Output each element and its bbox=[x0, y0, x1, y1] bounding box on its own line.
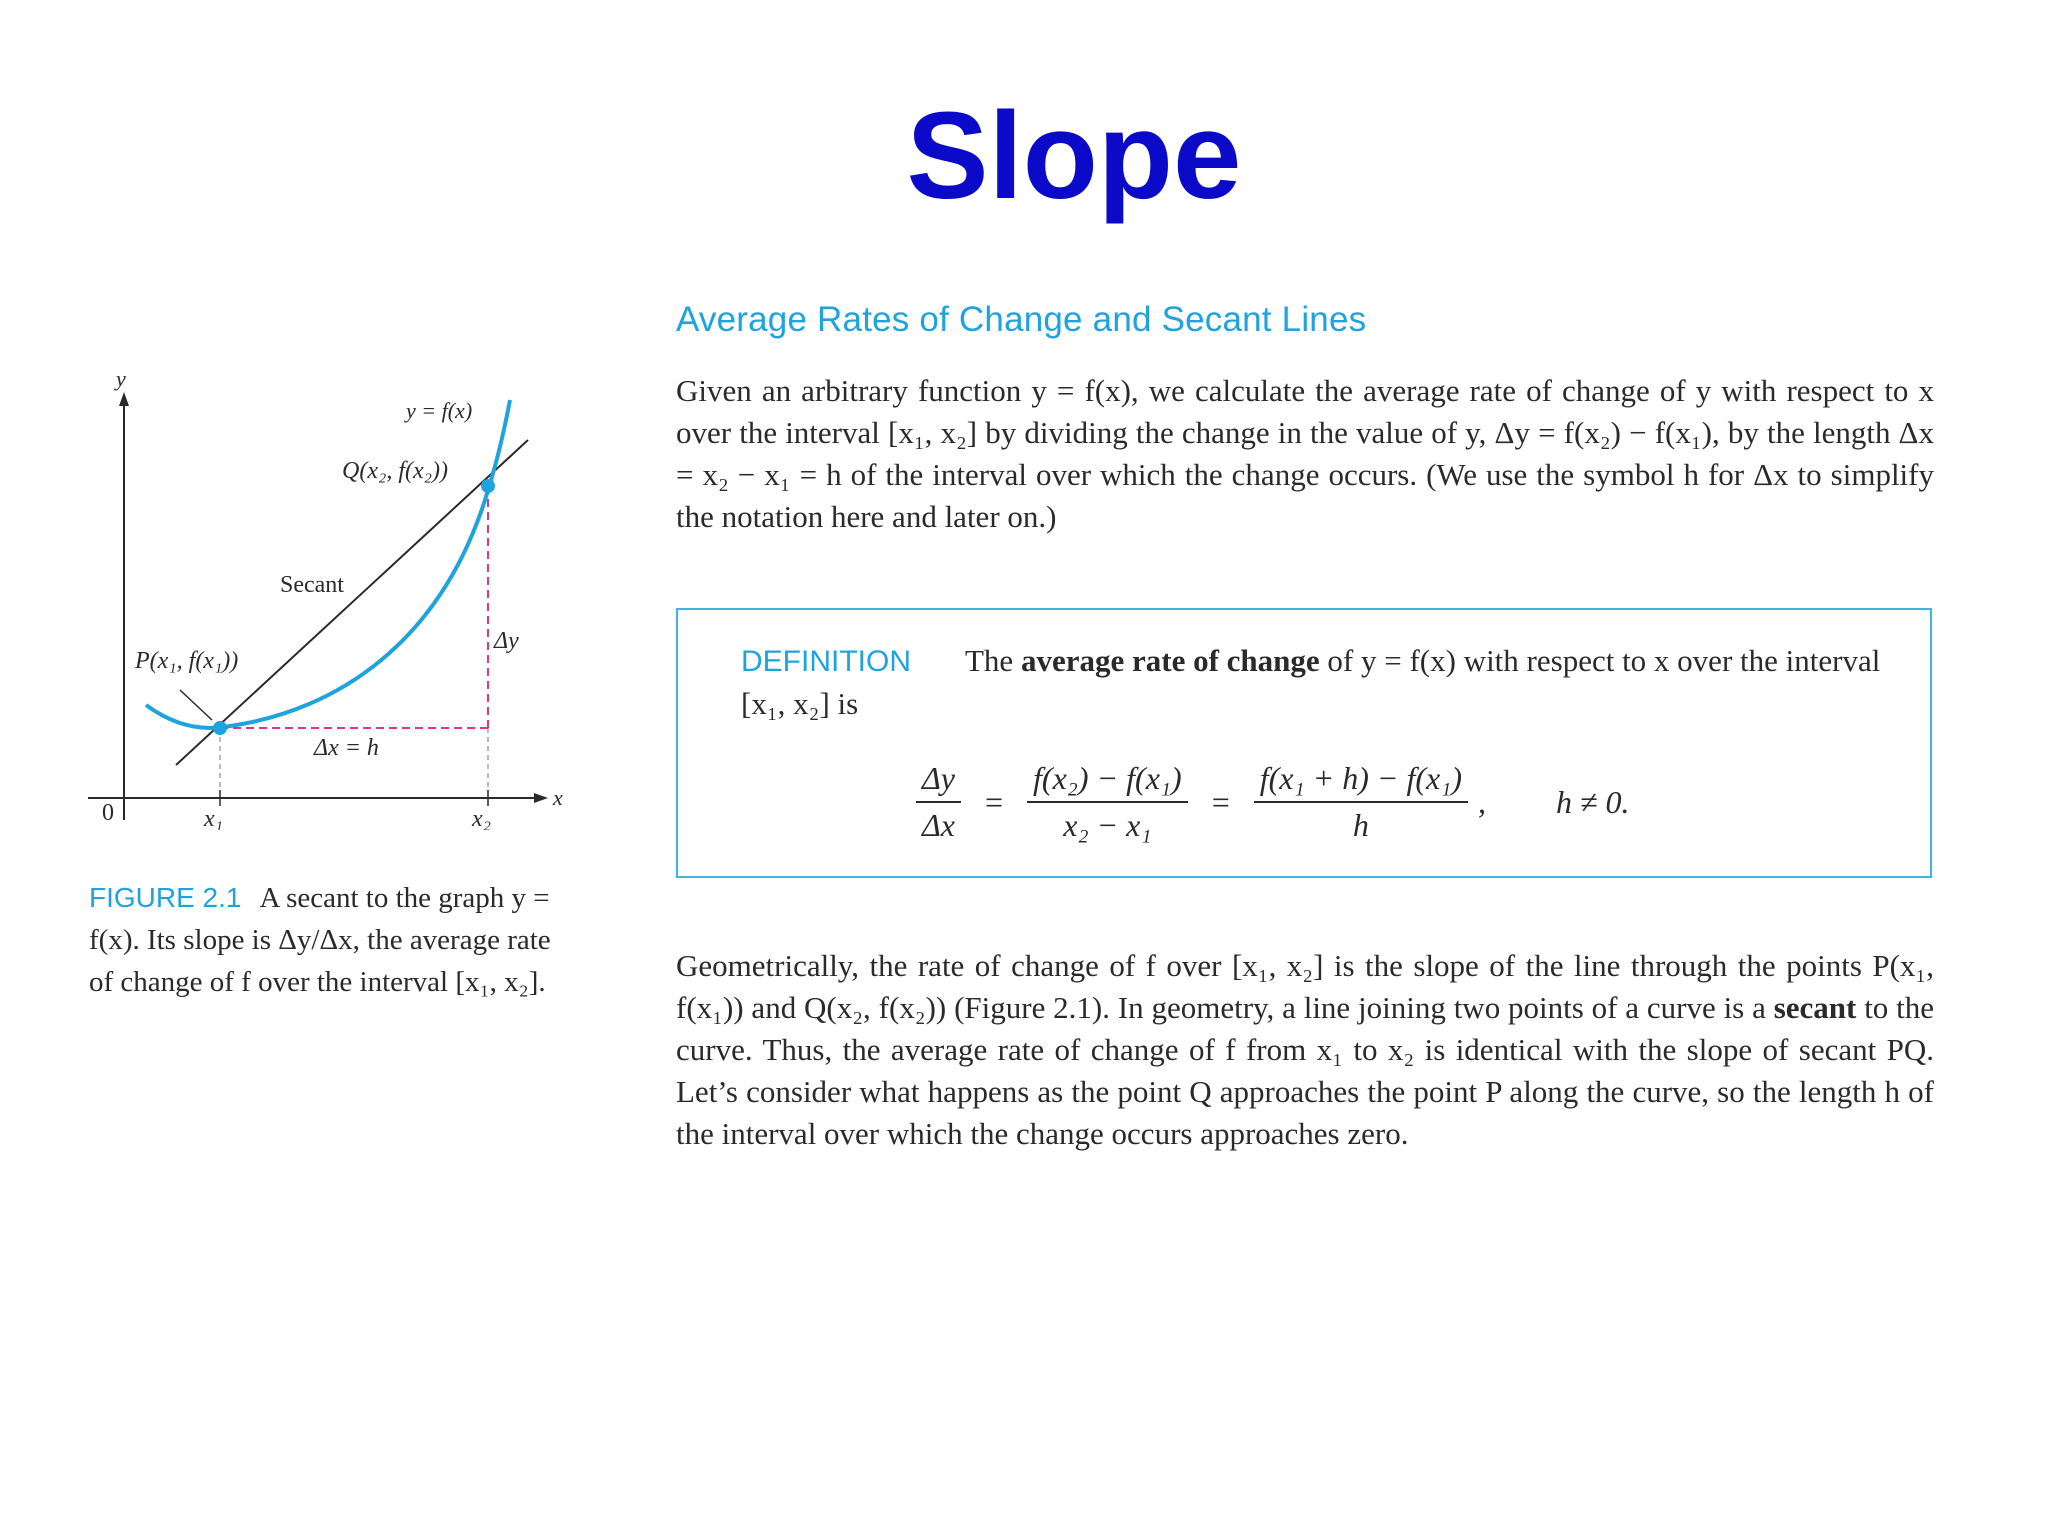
secant-figure bbox=[80, 360, 580, 830]
geometry-paragraph bbox=[676, 945, 1934, 1155]
definition-text bbox=[741, 640, 1881, 725]
section-title: Average Rates of Change and Secant Lines bbox=[676, 300, 1367, 339]
fraction-1-denominator: Δx bbox=[922, 807, 955, 843]
figure-caption-label: FIGURE 2.1 bbox=[89, 882, 242, 913]
x1-label: x₁ bbox=[204, 806, 223, 830]
definition-label: DEFINITION bbox=[741, 645, 911, 678]
definition-formula bbox=[906, 752, 1630, 852]
definition-term: average rate of change bbox=[1020, 643, 1320, 678]
slide-title: Slope bbox=[906, 88, 1242, 225]
delta-y-label: Δy bbox=[494, 628, 519, 654]
geometry-paragraph-part-2: to the curve. Thus, the average rate of change of f from x₁ to x₂ is identical with the slope of secant PQ. Let’s consider what happens as the point Q approaches the point P along the curve, so the length h of the interval over which the change occurs approaches zero. bbox=[676, 990, 1935, 1151]
definition-box bbox=[676, 608, 1932, 878]
definition-text-before: The bbox=[965, 643, 1014, 678]
fraction-2-denominator: x₂ − x₁ bbox=[1063, 807, 1152, 843]
definition-text-after: of y = f(x) with respect to x over the interval [x₁, x₂] is bbox=[741, 643, 1881, 721]
geometry-paragraph-part-1: Geometrically, the rate of change of f over [x₁, x₂] is the slope of the line through the points P(x₁, f(x₁)) and Q(x₂, f(x₂)) (Figure 2.1). In geometry, a line joining two points of a curve is a bbox=[676, 948, 1934, 1025]
p-leader bbox=[180, 690, 212, 720]
fraction-difference-quotient bbox=[1027, 760, 1188, 844]
equals-sign-2: = bbox=[1211, 783, 1230, 820]
y-axis-label: y bbox=[116, 366, 126, 391]
formula-comma: , bbox=[1477, 783, 1486, 820]
secant-label: Secant bbox=[280, 572, 344, 598]
point-p bbox=[213, 721, 227, 735]
secant-diagram bbox=[80, 360, 580, 830]
equals-sign-1: = bbox=[984, 783, 1004, 820]
point-q-label: Q(x₂, f(x₂)) bbox=[342, 458, 448, 484]
x2-label: x₂ bbox=[472, 806, 491, 830]
function-curve bbox=[146, 400, 510, 728]
x-axis-label: x bbox=[553, 785, 563, 810]
secant-line bbox=[176, 440, 528, 765]
fraction-dy-dx bbox=[916, 760, 961, 844]
fraction-3-numerator: f(x₁ + h) − f(x₁) bbox=[1254, 760, 1468, 803]
figure-caption-text: A secant to the graph y = f(x). Its slope is Δy/Δx, the average rate of change of f over the interval [x₁, x₂]. bbox=[89, 882, 551, 998]
x-axis-arrow-icon bbox=[534, 793, 548, 803]
point-q bbox=[481, 479, 495, 493]
fraction-2-numerator: f(x₂) − f(x₁) bbox=[1027, 760, 1188, 803]
intro-paragraph: Given an arbitrary function y = f(x), we calculate the average rate of change of y with respect to x over the interval [x₁, x₂] by dividing the change in the value of y, Δy = f(x₂) − f(x₁), by the length Δx = x₂ − x₁ = h of the interval over which the change occurs. (We use the symbol h for Δx to simplify the notation here and later on.) bbox=[676, 373, 1934, 534]
y-axis-arrow-icon bbox=[119, 392, 129, 406]
figure-caption bbox=[89, 877, 559, 1003]
delta-x-label: Δx = h bbox=[314, 735, 379, 761]
fraction-h-form bbox=[1254, 760, 1468, 844]
secant-term: secant bbox=[1773, 990, 1857, 1025]
origin-label: 0 bbox=[102, 800, 114, 826]
curve-label: y = f(x) bbox=[406, 398, 473, 423]
point-p-label: P(x₁, f(x₁)) bbox=[135, 648, 239, 674]
formula-condition: h ≠ 0. bbox=[1555, 783, 1630, 820]
fraction-3-denominator: h bbox=[1352, 807, 1369, 843]
fraction-1-numerator: Δy bbox=[916, 760, 961, 803]
